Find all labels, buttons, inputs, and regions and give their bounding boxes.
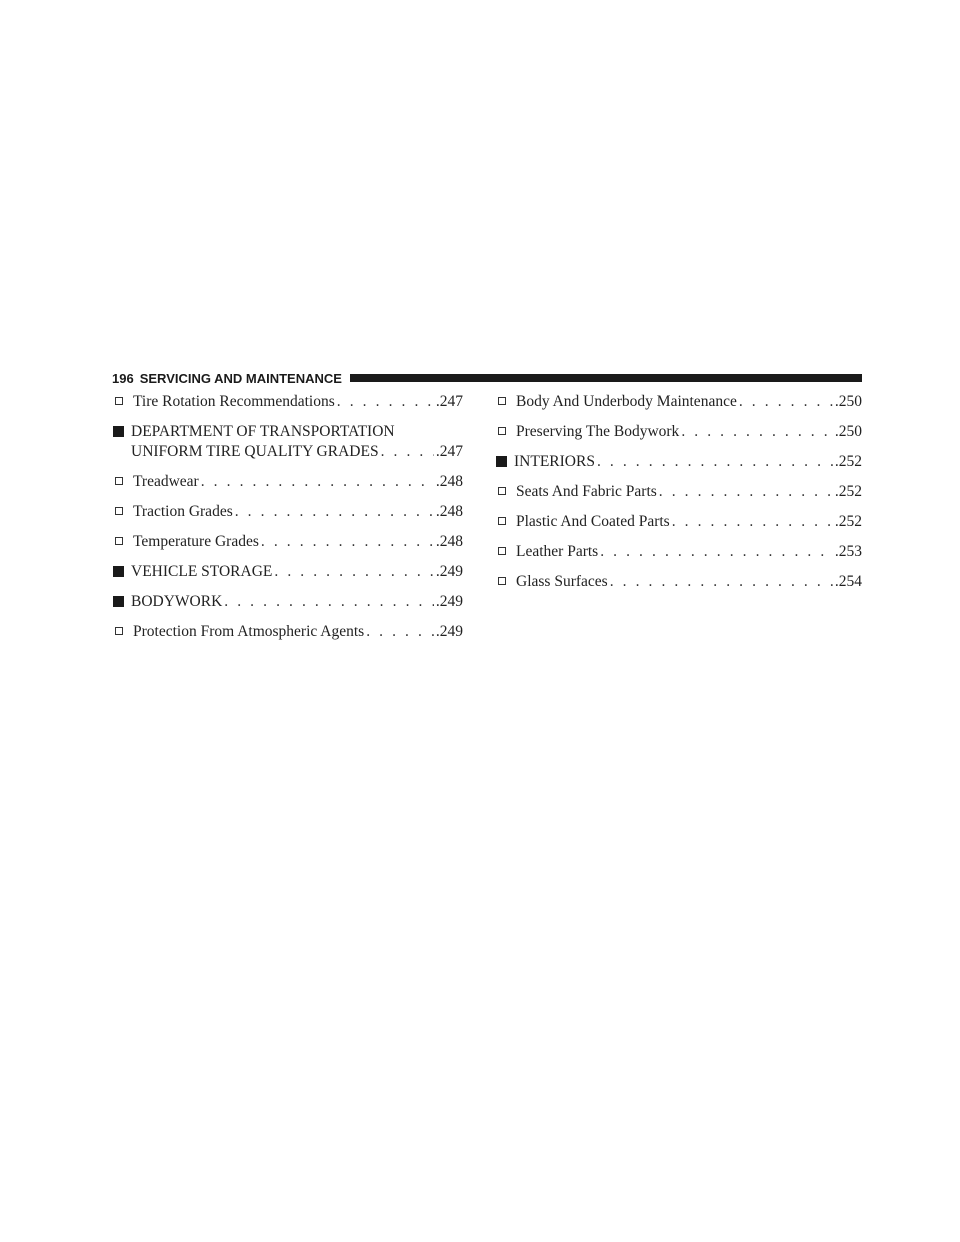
toc-entry-title: DEPARTMENT OF TRANSPORTATION [131,423,395,440]
dot-leader [337,392,434,412]
dot-leader [600,542,833,562]
toc-page-number: .252 [834,483,862,500]
dot-leader [366,622,434,642]
toc-entry-title: Traction Grades [133,503,233,520]
toc-page-number: .248 [435,503,463,520]
toc-entry-title: Temperature Grades [133,533,259,550]
toc-entry-title: Protection From Atmospheric Agents [133,623,365,640]
toc-section-entry [113,422,463,462]
dot-leader [274,562,434,582]
toc-subsection-entry [496,482,862,502]
dot-leader [610,572,833,592]
dot-leader [261,532,434,552]
open-square-bullet-icon [115,507,123,515]
toc-subsection-entry [496,392,862,412]
toc-page-number: .247 [435,393,463,410]
toc-section-entry [113,592,463,612]
toc-page-number: .247 [435,443,463,460]
open-square-bullet-icon [115,537,123,545]
toc-entry-title: VEHICLE STORAGE [131,563,273,580]
toc-entry-title: Body And Underbody Maintenance [516,393,737,410]
filled-square-bullet-icon [113,566,124,577]
toc-entry-title: INTERIORS [514,453,595,470]
toc-entry-title: Tire Rotation Recommendations [133,393,335,410]
toc-page-number: .248 [435,473,463,490]
toc-left-column [113,392,463,642]
page-header [112,368,862,388]
toc-entry-title: UNIFORM TIRE QUALITY GRADES [131,443,379,460]
toc-entry-title: Seats And Fabric Parts [516,483,657,500]
dot-leader [224,592,434,612]
toc-section-entry [113,562,463,582]
filled-square-bullet-icon [496,456,507,467]
open-square-bullet-icon [115,397,123,405]
toc-subsection-entry [113,392,463,412]
open-square-bullet-icon [498,517,506,525]
header-rule [350,374,862,382]
toc-page-number: .250 [834,393,862,410]
open-square-bullet-icon [115,477,123,485]
toc-page-number: .253 [834,543,862,560]
toc-page-number: .249 [435,563,463,580]
filled-square-bullet-icon [113,426,124,437]
toc-page-number: .252 [834,513,862,530]
open-square-bullet-icon [498,427,506,435]
toc-subsection-entry [113,502,463,522]
dot-leader [672,512,833,532]
toc-page-number: .250 [834,423,862,440]
toc-entry-title: Leather Parts [516,543,599,560]
dot-leader [659,482,833,502]
toc-page-number: .254 [834,573,862,590]
toc-subsection-entry [496,512,862,532]
toc-page-number: .249 [435,623,463,640]
dot-leader [597,452,833,472]
open-square-bullet-icon [115,627,123,635]
open-square-bullet-icon [498,397,506,405]
toc-subsection-entry [496,542,862,562]
dot-leader [739,392,833,412]
open-square-bullet-icon [498,487,506,495]
open-square-bullet-icon [498,577,506,585]
dot-leader [235,502,434,522]
toc-subsection-entry [113,472,463,492]
section-title: SERVICING AND MAINTENANCE [139,370,342,386]
toc-subsection-entry [113,532,463,552]
toc-right-column [496,392,862,592]
dot-leader [381,442,434,462]
filled-square-bullet-icon [113,596,124,607]
toc-subsection-entry [496,572,862,592]
toc-subsection-entry [496,422,862,442]
toc-section-entry [496,452,862,472]
toc-entry-title: Plastic And Coated Parts [516,513,670,530]
page-number: 196 [112,370,134,386]
toc-page-number: .252 [834,453,862,470]
open-square-bullet-icon [498,547,506,555]
toc-page-number: .248 [435,533,463,550]
toc-entry-title: BODYWORK [131,593,223,610]
toc-page-number: .249 [435,593,463,610]
toc-subsection-entry [113,622,463,642]
toc-entry-title: Preserving The Bodywork [516,423,680,440]
toc-entry-title: Treadwear [133,473,199,490]
dot-leader [681,422,833,442]
dot-leader [201,472,434,492]
toc-entry-title: Glass Surfaces [516,573,608,590]
